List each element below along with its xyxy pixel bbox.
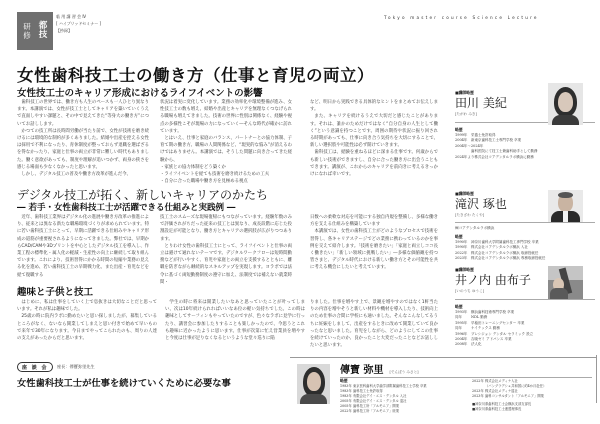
career-list [455,310,595,348]
section2-heading: デジタル技工が拓く、新しいキャリアのかたち [17,188,269,202]
note: ■神奈川県歯科技工士会横浜支部支部長 [472,402,532,406]
tagline: Tokyo master course Science Lecture [384,15,539,20]
section1-col2 [160,99,292,185]
paragraph: 技工士のスムーズな現場復帰にもつながっています。経験年数のみで評価されがちだった従来の技工とは異なり、成長段階に応じた役割設定が可能となり、働き方とキャリアの選択肢が広がりつつあります。 [160,215,292,242]
speaker-career-tagawa [455,124,595,160]
paragraph: 学生の時に将来は開業したいなあと思っていたことが叶ってしまい、次は10年続けられればいいなあ位の軽い気持ちでした。この時は趣味としてサーフィンもやっていたのですが、色々なラボに見学に行ったり、講習会に参加したりすることも楽しかったので、今思うとこれも趣味に近かったように思います。仕事が次第に忙え営業員を増やすと今度は仕事が足りなくなるというような堂々巡りに陥 [165,300,305,342]
career-heading: 略歴 [455,234,463,239]
career-row: 2022年 歯科技工所「アルモニア」廃業 [340,409,400,413]
section1-heading: 女性技工士のキャリア形成におけるライフイベントの影響 [17,88,263,99]
paragraph: とはいえ、仕事と家庭のバランス、パートナーとの協力体制、子育て期の働き方、職場の人間関係など、“現実的な悩み”が消えるわけではありません。本講演では、そうした問題に向き合ってきた経験から、 [160,136,292,163]
seminar-logo [17,12,53,50]
section3-col1 [17,299,157,342]
paragraph: かつての技工所は長時間労働が当たり前で、女性が技術を磨き続けるには環境的な制約が多くありました。結婚や出産を控える女性は採用で不利になったり、育休制度が整っておらず退職を選ばざるを得なかったり、家庭と仕事の両立が非常に難しい時代もありました。働く意欲があっても、制度や理解が追いつかず、両身の狭さを感じる場面も少なくなかったと思います。 [17,128,149,170]
paragraph: 歯科技工の世界では、働き方も人生のペースも一人ひとり異なります。本講演では、女性が技工士としてキャリアを築いていくうえで直面しやすい課題と、その中で見えてきた“等身大の働き方”についてお話しします。 [17,100,149,127]
note: ■神奈川県歯科技工士連盟理事長 [472,407,522,411]
event-format: [ ハイブリッドセミナー ] [56,21,102,26]
career-list [340,384,465,414]
career-row: 2022年 株式会社メディナ入社 [472,379,518,383]
paragraph: 日数への柔軟な対応を可能にする独自内規を整備し、多様な働き方を支える仕組みを構築しています [310,215,438,228]
speaker-kana: [たきざわ たくや] [455,213,485,217]
paragraph: しかし、デジタル技工の普及や働き方改革が進んだ今、 [21,172,131,178]
career-row: 歯科医院にて技工士兼歯科助手として勤務 [471,149,538,154]
speaker-photo-denpo [297,364,330,404]
affiliation-notes [472,402,594,412]
speaker-name: 傳寶 弥里 [340,365,384,376]
divider [596,355,597,403]
career-list [472,379,594,399]
bullet-item: ・自分に合った職場や働き方を見極める視点 [160,179,248,185]
event-meta [56,13,101,34]
roundtable-header [17,362,95,372]
speaker-profile-takizawa [455,191,555,218]
career-row: 2004年～2024年 [455,143,484,148]
logo-char: 修 [23,31,31,40]
career-row: 2023年 株式会社メディナ退社 [472,389,518,393]
career-row: 2004年 新東京歯科技工士専門学校 卒業 [455,138,522,143]
career-row: （バングラデシュ共和国に約4か月赴任） [485,384,547,388]
career-row: 2023年 歯科コンサルタント「アルモニア」開業 [472,394,544,398]
paragraph: 25歳の時に院内ラボに勤めたいと思い探しましたが、募集しているところがなく、ないなら開業してしまえと思い付きで始めて早いもので来年で30年になります。今日までやってこられたのも、周りの人達の支えがあったからだと思います。 [17,314,157,342]
career-row: 2023年 株式会社コアデンタルラボ横浜 専務取締役就任 [455,256,546,261]
speaker-photo-tagawa [548,83,583,125]
speaker-career-denpo-2 [472,379,594,412]
paragraph: とりわけ女性の歯科技工士にとって、ライフイベントと仕事の両立は避けて通れないテーマです。デジタルワークフローは短時間勤務などが行いやすく、育児や家庭との両立を支援するとともに、離職を防ぎながら継続的なスキルアップを実現します。ヨラボでは法令に基づく両短勤務制度の遵守に加え、法制度では補えない就業時間・ [160,243,292,285]
event-series: 临 用 講 習 会 Ⅳ [56,14,87,19]
speaker-career-takizawa [455,224,595,262]
career-list [455,240,595,262]
career-list [455,133,595,160]
speaker-photo-inouchi [548,266,583,299]
career-heading: 略歴 [455,304,463,309]
career-row: 2008年 法人化 [455,342,482,347]
speaker-career-inouchi [455,301,595,348]
speaker-profile-denpo [340,363,490,378]
speaker-profile-inouchi [455,267,555,294]
career-heading: 略歴 [455,127,463,132]
career-row: 同年 ケイテックス 勤務 [455,326,500,331]
career-row: 2005年 有限会社デイ・エス・デンタル 退社 [340,399,407,403]
career-row: 1983年 歯科技工士免許取得 [340,389,383,393]
speaker-affiliation: ㈱コアデンタルラボ横浜 [455,226,495,230]
paragraph: など、明日から実践できる具体的なヒントをまとめてお伝えします。 [310,100,438,113]
speaker-label: ■講師略歴 [455,191,474,196]
speaker-label: ■講師略歴 [455,90,474,95]
speaker-name: 井ノ内 由布子 [455,273,531,287]
paragraph: 状況は着実に変化しています。業務の効率化や環境整備が進み、女性技工士の数も増え、結婚や出産とキャリアを無理なくつなげられる職場も増えてきました。技術の世界に性別は関係なく、経験や視点の多様性こそが現場の力になっていく―そんな時代が確かに訪れています。 [160,100,292,134]
roundtable-chair: 座長：傳寶弥里先生 [56,364,95,369]
section3-heading: 趣味と子供と技工 [17,287,94,298]
career-row: 1983年 有限会社デイ・エス・デンタル 入社 [340,394,407,398]
bullet-item: ・ライフイベントを経ても技術を磨き続けるための工夫 [160,172,270,178]
speaker-name: 田川 美紀 [455,96,507,110]
speaker-profile-tagawa [455,90,555,117]
paragraph: りました。仕事を増やす上で、景観を増やすのではなく1軒当たりの内容を増やそうと新しい材料や機材を導入したり、技術向上のため仕事の合間に学校にも通いました。そんなこんなしてるうちに妊娠をしまして、出産をするときに改めて開業していて良かったなと思いました。育児をしながら、どのようにしてこの仕事を続けていったのか、良かったこと大変だったことなどお話ししたいと思います。 [310,300,438,349]
section2-col1 [17,214,149,279]
roundtable-title: 女性歯科技工士が仕事を続けていくために必要な事 [17,378,231,389]
career-row: 同年 NDL 勤務 [455,315,488,320]
career-row: 1983年 東京医科歯科大学歯学部附属歯科技工士学校 卒業 [340,384,427,388]
speaker-kana: [たがわ みき] [455,112,477,116]
paragraph: 近年、歯科技工業界はデジタル化の進展や働き方改革の推進により、従来とは異なる新たな職場環境づくりが求められています。特に若い歯科技工士にとって、早期に活躍できる仕組みやキャリア形成の道筋が重要視されるようになってきました。弊社では、早期からCAD/CAMや3Dプリントを中心としたデジタル技工を導入し、作業工程の標準化・属人化の軽減・生産性の向上に継続して取り組んでいます。これにより、技術習得にかかる時間の短縮や業務の見える化を進め、若い歯科技工士の早期戦力化、また出産・育児などを経て復職する [17,215,149,278]
speaker-career-denpo [340,378,465,414]
career-heading: 略歴 [340,378,348,383]
paragraph: また、キャリアを続けるうえで大切だと感じたことがあります。それは、誰かのためだけではなく“自分自身の人生として働く”という意識を持つことです。周囲の期待や状況に振り回される時期があっても、仕事に向き合う気持ちを大切にすることで、新しい選択肢や可能性は必ず開けていきます。 [310,114,438,149]
section3-col2 [165,299,305,342]
career-row: 1990年 株式会社コアデンタルラボ横浜 入社 [455,245,528,250]
speaker-kana: [でんぽう みさと] [389,370,419,374]
career-row: 2024年より 株式会社コアデンタルラボ横浜に勤務 [455,154,534,159]
bullet-item: ・家族との協力体制をどう築くか [160,164,226,170]
logo-char: 技 [38,30,48,40]
speaker-name: 滝沢 琢也 [455,197,507,211]
career-row: 1999年 栄養士免許取得 [455,133,496,137]
section2-col2 [160,214,292,286]
page-title: 女性歯科技工士の働き方（仕事と育児の両立） [17,66,374,85]
divider [455,222,595,223]
section3-col3 [310,299,438,349]
paragraph: 本講演では、女性の歯科技工士がどのようなプロセスで技術を習得し、各キャリアステージでどの業務に携わっているのかを事例を交えて紹介します。「技術を磨きたい」「家庭と両立しココ長く働きたい」「新しい領域に挑戦したい」―多様な価値観を持つ皆さまと、デジタル時代における新しい働き方とその可能性を共に考える機会にしたいと考えています。 [310,229,438,271]
logo-char: 都 [38,21,48,31]
paragraph: 歯科技工は、経験を重ねるほどに深まる仕事です。何歳からでも新しい技術ができますし、自分に合った働き方に出会うこともできます。講演が、これからのキャリアを前向きに考えるきっかけになれば幸いです。 [310,150,438,178]
career-row: 2004年 吉暁ゼミ アドバンス 卒業 [455,337,512,342]
career-row: 1996年 プレシジョン デンタル セラミック 設立 [455,331,534,336]
career-row: 1990年 神奈川歯科大学附属歯科技工専門学校 卒業 [455,240,539,244]
section2-col3 [310,214,438,272]
section1-col1 [17,99,149,178]
section1-col3 [310,99,438,178]
speaker-label: ■講師略歴 [455,267,474,272]
career-row: 2022年 株式会社コアデンタルラボ横浜 取締役就任 [455,250,539,255]
career-row: 2005年 歯科技工所「アルモニア」開業 [340,404,400,408]
career-row: 1993年 横浜歯科技術専門学校 卒業 [455,310,515,314]
logo-char: 研 [23,22,31,31]
speaker-kana: [いのうち ゆうこ] [455,289,485,293]
roundtable-badge: 座 談 会 [17,362,53,372]
divider [455,299,595,300]
divider [290,357,596,358]
career-row: 1995年 早稲田トレーニングセンター 卒業 [455,320,525,325]
speaker-photo-takizawa [548,190,583,222]
event-type: 【抄録】 [56,28,72,33]
paragraph: はじめに、私は仕事をしていく上で息抜きは大切なことだと思っています。それが私は趣味でした。 [17,300,157,313]
section2-subheading: ― 若手・女性歯科技工士が活躍できる仕組みと実践例 ― [17,203,236,213]
